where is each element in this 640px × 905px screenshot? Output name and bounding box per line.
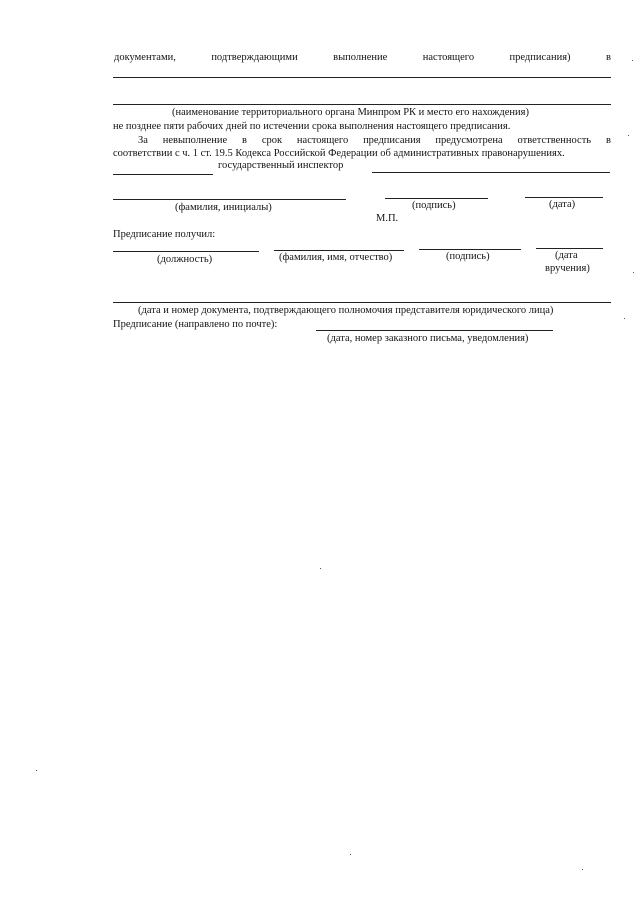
word: предусмотрена — [435, 135, 503, 146]
caption-position: (должность) — [157, 254, 213, 265]
scan-speck — [320, 568, 321, 569]
caption-surname-initials: (фамилия, инициалы) — [175, 202, 272, 213]
word: невыполнение — [162, 135, 228, 146]
inspector-label: государственный инспектор — [218, 160, 344, 171]
word: документами, — [114, 52, 176, 63]
blank-line-registered-letter — [316, 330, 553, 331]
word: выполнение — [333, 52, 388, 63]
word: настоящего — [422, 52, 475, 63]
word: настоящего — [296, 135, 349, 146]
word: срок — [261, 135, 283, 146]
blank-line-inspector-right — [372, 172, 610, 173]
word: За — [138, 135, 148, 146]
blank-line-signature-2 — [419, 249, 521, 250]
caption-delivery-date-line1: (дата — [555, 250, 578, 261]
caption-representative-doc: (дата и номер документа, подтверждающего полномочия представителя юридического лица) — [138, 305, 554, 316]
blank-line-1 — [113, 77, 611, 78]
scan-speck — [628, 135, 629, 136]
caption-full-name: (фамилия, имя, отчество) — [279, 252, 393, 263]
text-line-liability — [138, 135, 611, 146]
blank-line-representative-doc — [113, 302, 611, 303]
caption-date: (дата) — [549, 199, 576, 210]
caption-signature-2: (подпись) — [446, 251, 490, 262]
stamp-place-label: М.П. — [376, 213, 399, 224]
word: в — [242, 135, 247, 146]
blank-line-delivery-date — [536, 248, 603, 249]
word: подтверждающими — [211, 52, 298, 63]
blank-line-full-name — [274, 250, 404, 251]
liability-text: соответствии с ч. 1 ст. 19.5 Кодекса Российской Федерации об административных правонарушениях. — [113, 148, 565, 159]
blank-line-surname — [113, 199, 346, 200]
word: в — [605, 52, 611, 63]
sent-by-mail-label: Предписание (направлено по почте): — [113, 319, 278, 330]
scan-speck — [350, 854, 351, 855]
caption-territorial-organ: (наименование территориального органа Минпром РК и место его нахождения) — [172, 107, 529, 118]
word: предписания) — [509, 52, 571, 63]
blank-line-position — [113, 251, 259, 252]
scan-speck — [624, 318, 625, 319]
word: в — [605, 135, 611, 146]
deadline-text: не позднее пяти рабочих дней по истечении срока выполнения настоящего предписания. — [113, 121, 511, 132]
caption-registered-letter: (дата, номер заказного письма, уведомления) — [327, 333, 529, 344]
blank-line-2 — [113, 104, 611, 105]
text-line-documents — [114, 52, 611, 63]
word: ответственность — [517, 135, 592, 146]
scan-speck — [632, 60, 633, 61]
blank-line-date — [525, 197, 603, 198]
scan-speck — [633, 272, 634, 273]
blank-line-inspector-left — [113, 174, 213, 175]
word: предписания — [363, 135, 421, 146]
caption-delivery-date-line2: вручения) — [545, 263, 590, 274]
scan-speck — [36, 770, 37, 771]
scan-speck — [582, 869, 583, 870]
received-by-label: Предписание получил: — [113, 229, 216, 240]
caption-signature: (подпись) — [412, 200, 456, 211]
blank-line-signature — [385, 198, 488, 199]
